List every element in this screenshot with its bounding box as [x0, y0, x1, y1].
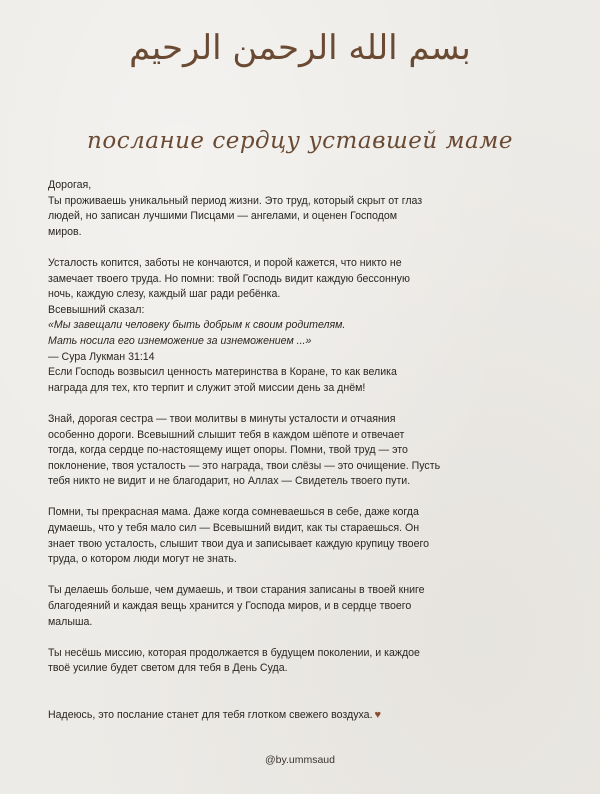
- paragraph-line: благодеяний и каждая вещь хранится у Господа миров, и в сердце твоего: [48, 600, 412, 613]
- paragraph-line: Если Господь возвысил ценность материнства в Коране, то как велика: [48, 366, 397, 379]
- paragraph-line: тебя никто не видит и не благодарит, но Аллах — Свидетель твоего пути.: [48, 475, 411, 488]
- paragraph-line: людей, но записан лучшими Писцами — ангелами, и оценен Господом: [48, 210, 398, 223]
- paragraph-line: Всевышний сказал:: [48, 303, 145, 316]
- page-title: послание сердцу уставшей маме: [87, 128, 513, 154]
- paragraph-line: награда для тех, кто терпит и служит этой миссии день за днём!: [48, 381, 366, 394]
- paragraph-line: ночь, каждую слезу, каждый шаг ради ребёнка.: [48, 288, 281, 301]
- paragraph-line: замечает твоего труда. Но помни: твой Господь видит каждую бессонную: [48, 272, 410, 285]
- quran-quote-line: Мать носила его изнеможение за изнеможением ...»: [48, 334, 312, 347]
- paragraph-line: Ты несёшь миссию, которая продолжается в будущем поколении, и каждое: [48, 646, 420, 659]
- paragraph-line: особенно дороги. Всевышний слышит тебя в каждом шёпоте и отвечает: [48, 428, 405, 441]
- paragraph-line: Усталость копится, заботы не кончаются, и порой кажется, что никто не: [48, 256, 402, 269]
- paragraph-line: Помни, ты прекрасная мама. Даже когда сомневаешься в себе, даже когда: [48, 506, 419, 519]
- heart-icon: ♥: [374, 709, 382, 722]
- paragraph-line: малыша.: [48, 615, 93, 628]
- closing-line: [48, 708, 558, 724]
- closing-text: Надеюсь, это послание станет для тебя глотком свежего воздуха.: [48, 709, 373, 722]
- paragraph-line: миров.: [48, 225, 82, 238]
- paragraph-line: поклонение, твоя усталость — это награда, твои слёзы — это очищение. Пусть: [48, 459, 441, 472]
- paragraph-line: знает твою усталость, слышит твои дуа и записывает каждую крупицу твоего: [48, 537, 429, 550]
- letter-body: [48, 178, 558, 724]
- quran-quote-line: «Мы завещали человеку быть добрым к своим родителям.: [48, 319, 346, 332]
- paragraph-line: думаешь, что у тебя мало сил — Всевышний видит, как ты стараешься. Он: [48, 522, 420, 535]
- paragraph-line: тогда, когда сердце по-настоящему ищет опоры. Помни, твой труд — это: [48, 444, 408, 457]
- paragraph-line: Ты проживаешь уникальный период жизни. Это труд, который скрыт от глаз: [48, 194, 423, 207]
- paragraph-line: твоё усилие будет светом для тебя в День Суда.: [48, 662, 288, 675]
- author-handle: @by.ummsaud: [265, 754, 335, 766]
- greeting: Дорогая,: [48, 179, 92, 191]
- paragraph-line: Ты делаешь больше, чем думаешь, и твои старания записаны в твоей книге: [48, 584, 425, 597]
- bismillah-calligraphy: بسم الله الرحمن الرحيم: [129, 28, 471, 68]
- paragraph-line: труда, о котором люди могут не знать.: [48, 553, 237, 566]
- quote-source: — Сура Лукман 31:14: [48, 350, 155, 363]
- paragraph-line: Знай, дорогая сестра — твои молитвы в минуты усталости и отчаяния: [48, 412, 396, 425]
